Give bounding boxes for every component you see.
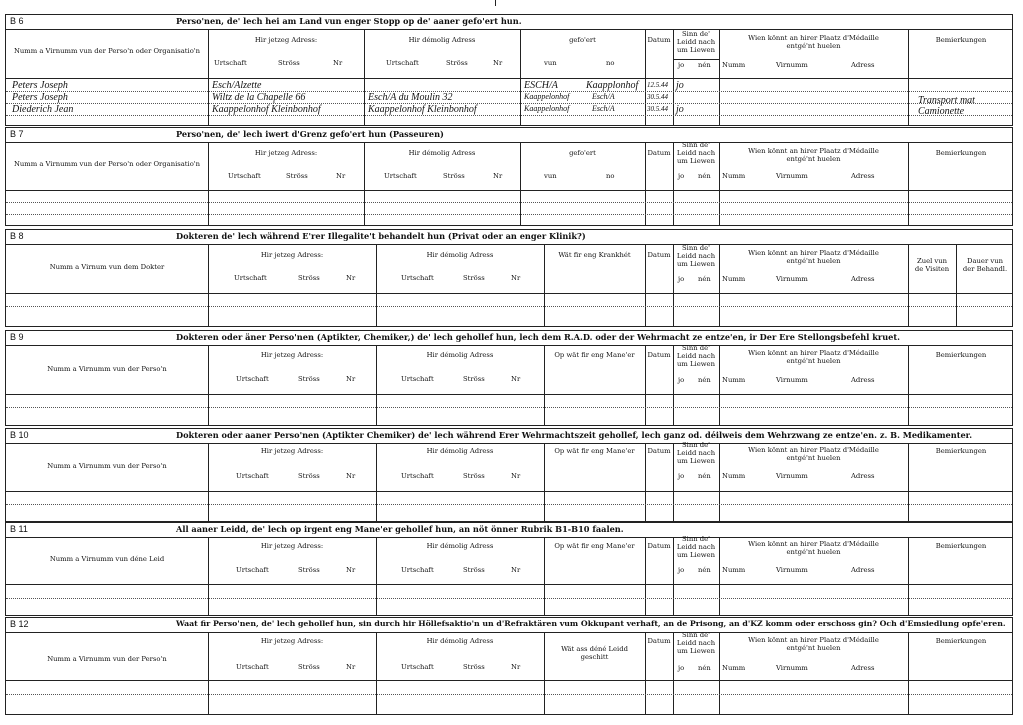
remarks-header: Bemierkungen	[935, 351, 987, 359]
locality-label: Urtschaft	[401, 375, 434, 383]
number-label: Nr	[493, 59, 503, 67]
section-header	[6, 618, 1012, 633]
yes-label: jo	[678, 61, 685, 69]
driven-header: gefo'ert	[569, 36, 596, 44]
locality-label: Urtschaft	[386, 59, 419, 67]
street-label: Ströss	[286, 172, 308, 180]
current-address-header: Hir jetzeg Adress:	[254, 36, 318, 44]
medal-header: Wien könnt an hirer Plaatz d'Médaille entgé'nt huelen	[748, 249, 879, 265]
former-address-header: Hir démolig Adress	[426, 542, 494, 550]
visits-header: Zuel vun de Visiten	[914, 257, 950, 273]
number-label: Nr	[346, 274, 356, 282]
medal-firstname-label: Virnumm	[776, 172, 808, 180]
locality-label: Urtschaft	[401, 566, 434, 574]
former-address-header: Hir démolig Adress	[426, 351, 494, 359]
medal-address-label: Adress	[851, 275, 875, 283]
yes-label: jo	[678, 172, 685, 180]
alive-header: Sinn de' Leidd nach um Liewen	[676, 244, 716, 268]
number-label: Nr	[493, 172, 503, 180]
medal-address-label: Adress	[851, 376, 875, 384]
alive-header: Sinn de' Leidd nach um Liewen	[676, 344, 716, 368]
handwritten-from: ESCH/A	[524, 80, 558, 91]
number-label: Nr	[333, 59, 343, 67]
section-b6	[5, 14, 1013, 126]
remarks-header: Bemierkungen	[935, 149, 987, 157]
medal-firstname-label: Virnumm	[776, 61, 808, 69]
street-label: Ströss	[298, 663, 320, 671]
section-header	[6, 128, 1012, 143]
number-label: Nr	[346, 375, 356, 383]
number-label: Nr	[511, 472, 521, 480]
driven-header: gefo'ert	[569, 149, 596, 157]
to-label: no	[606, 172, 615, 180]
section-title: Dokteren oder aaner Perso'nen (Aptikter Chemiker) de' lech während Erer Wehrmachtszeit gehollef, lech ganz od. déilweis dem Wehrzwang ze entze'en. z. B. Medikamenter.	[176, 430, 973, 440]
handwritten-name: Diederich Jean	[12, 104, 74, 115]
handwritten-date: 30.5.44	[647, 105, 668, 113]
number-label: Nr	[346, 663, 356, 671]
section-b10	[5, 428, 1013, 522]
handwritten-name: Peters Joseph	[12, 92, 68, 103]
handwritten-name: Peters Joseph	[12, 80, 68, 91]
yes-label: jo	[678, 376, 685, 384]
alive-header: Sinn de' Leidd nach um Liewen	[676, 30, 716, 54]
handwritten-former-address: Esch/A du Moulin 32	[368, 92, 453, 103]
alive-header: Sinn de' Leidd nach um Liewen	[676, 631, 716, 655]
section-title: Perso'nen, de' lech iwert d'Grenz gefo'ert hun (Passeuren)	[176, 129, 444, 139]
medal-address-label: Adress	[851, 61, 875, 69]
alive-header: Sinn de' Leidd nach um Liewen	[676, 535, 716, 559]
medal-header: Wien könnt an hirer Plaatz d'Médaille entgé'nt huelen	[748, 34, 879, 50]
street-label: Ströss	[463, 566, 485, 574]
section-code: B 12	[10, 619, 29, 629]
medal-name-label: Numm	[722, 61, 746, 69]
section-b11	[5, 522, 1013, 616]
street-label: Ströss	[446, 59, 468, 67]
section-header	[6, 15, 1012, 30]
section-header	[6, 429, 1012, 444]
from-label: vun	[544, 172, 557, 180]
current-address-header: Hir jetzeg Adress:	[260, 251, 324, 259]
section-title: Perso'nen, de' lech hei am Land vun enger Stopp op de' aaner gefo'ert hun.	[176, 16, 522, 26]
section-title: All aaner Leidd, de' lech op irgent eng Mane'er gehollef hun, an nöt önner Rubrik B1-B10 faalen.	[176, 524, 624, 534]
street-label: Ströss	[443, 172, 465, 180]
handwritten-address: Wiltz de la Chapelle 66	[212, 92, 306, 103]
remarks-header: Bemierkungen	[935, 637, 987, 645]
section-b8	[5, 229, 1013, 327]
locality-label: Urtschaft	[236, 375, 269, 383]
manner-header: Op wät fir eng Mane'er	[554, 542, 635, 550]
section-code: B 6	[10, 16, 24, 26]
no-label: nén	[698, 376, 711, 384]
yes-label: jo	[678, 664, 685, 672]
date-header: Datum	[647, 351, 671, 359]
street-label: Ströss	[298, 375, 320, 383]
handwritten-remark: Transport mat	[918, 95, 975, 106]
former-address-header: Hir démolig Adress	[426, 637, 494, 645]
medal-address-label: Adress	[851, 566, 875, 574]
medal-header: Wien könnt an hirer Plaatz d'Médaille entgé'nt huelen	[748, 349, 879, 365]
yes-label: jo	[678, 472, 685, 480]
people-name-header: Numm a Virnumm vun déne Leid	[49, 555, 165, 563]
date-header: Datum	[647, 251, 671, 259]
street-label: Ströss	[298, 566, 320, 574]
number-label: Nr	[511, 274, 521, 282]
medal-firstname-label: Virnumm	[776, 566, 808, 574]
section-b7	[5, 127, 1013, 226]
to-label: no	[606, 59, 615, 67]
no-label: nén	[698, 275, 711, 283]
remarks-header: Bemierkungen	[935, 36, 987, 44]
duration-header: Dauer vun der Behandl.	[962, 257, 1008, 273]
current-address-header: Hir jetzeg Adress:	[254, 149, 318, 157]
medal-name-label: Numm	[722, 275, 746, 283]
date-header: Datum	[647, 149, 671, 157]
yes-label: jo	[678, 275, 685, 283]
street-label: Ströss	[278, 59, 300, 67]
locality-label: Urtschaft	[236, 663, 269, 671]
person-name-header: Numm a Virnumm vun der Perso'n	[47, 365, 167, 373]
doctor-name-header: Numm a Virnum vun dem Dokter	[49, 263, 165, 271]
no-label: nén	[698, 61, 711, 69]
section-code: B 9	[10, 332, 24, 342]
handwritten-to: Esch/A	[592, 104, 615, 113]
alive-header: Sinn de' Leidd nach um Liewen	[676, 441, 716, 465]
section-code: B 11	[10, 524, 28, 534]
locality-label: Urtschaft	[236, 566, 269, 574]
locality-label: Urtschaft	[401, 472, 434, 480]
from-label: vun	[544, 59, 557, 67]
section-header	[6, 331, 1012, 346]
handwritten-to: Kaapplonhof	[586, 80, 639, 91]
locality-label: Urtschaft	[214, 59, 247, 67]
number-label: Nr	[346, 566, 356, 574]
number-label: Nr	[511, 566, 521, 574]
section-b9	[5, 330, 1013, 426]
medal-header: Wien könnt an hirer Plaatz d'Médaille entgé'nt huelen	[748, 147, 879, 163]
locality-label: Urtschaft	[228, 172, 261, 180]
what-happened-header: Wät ass déné Leidd geschitt	[561, 645, 628, 661]
remarks-header: Bemierkungen	[935, 447, 987, 455]
medal-name-label: Numm	[722, 566, 746, 574]
medal-header: Wien könnt an hirer Plaatz d'Médaille entgé'nt huelen	[748, 636, 879, 652]
medal-name-label: Numm	[722, 376, 746, 384]
street-label: Ströss	[463, 663, 485, 671]
section-title: Dokteren de' lech während E'rer Illegalite't behandelt hun (Privat oder an enger Klinik?)	[176, 231, 586, 241]
current-address-header: Hir jetzeg Adress:	[260, 351, 324, 359]
illness-header: Wät fir eng Krankhét	[558, 251, 631, 259]
street-label: Ströss	[298, 472, 320, 480]
medal-firstname-label: Virnumm	[776, 376, 808, 384]
former-address-header: Hir démolig Adress	[426, 251, 494, 259]
top-tick-mark	[495, 0, 496, 6]
medal-name-label: Numm	[722, 664, 746, 672]
number-label: Nr	[336, 172, 346, 180]
handwritten-address: Esch/Alzette	[212, 80, 262, 91]
medal-firstname-label: Virnumm	[776, 664, 808, 672]
handwritten-date: 30.5.44	[647, 93, 668, 101]
number-label: Nr	[346, 472, 356, 480]
no-label: nén	[698, 172, 711, 180]
section-code: B 7	[10, 129, 24, 139]
handwritten-to: Esch/A	[592, 92, 615, 101]
medal-name-label: Numm	[722, 172, 746, 180]
current-address-header: Hir jetzeg Adress:	[260, 447, 324, 455]
medal-address-label: Adress	[851, 172, 875, 180]
locality-label: Urtschaft	[384, 172, 417, 180]
name-org-header: Numm a Virnumm vun der Perso'n oder Organisatio'n	[13, 47, 201, 55]
no-label: nén	[698, 472, 711, 480]
former-address-header: Hir démolig Adress	[408, 149, 476, 157]
date-header: Datum	[647, 447, 671, 455]
number-label: Nr	[511, 663, 521, 671]
no-label: nén	[698, 664, 711, 672]
person-name-header: Numm a Virnumm vun der Perso'n	[47, 655, 167, 663]
number-label: Nr	[511, 375, 521, 383]
handwritten-remark: Camionette	[918, 106, 965, 117]
manner-header: Op wät fir eng Mane'er	[554, 447, 635, 455]
handwritten-from: Kaappelonhof	[524, 92, 570, 101]
medal-address-label: Adress	[851, 664, 875, 672]
section-b12	[5, 617, 1013, 715]
medal-header: Wien könnt an hirer Plaatz d'Médaille entgé'nt huelen	[748, 446, 879, 462]
locality-label: Urtschaft	[236, 472, 269, 480]
date-header: Datum	[647, 637, 671, 645]
current-address-header: Hir jetzeg Adress:	[260, 542, 324, 550]
street-label: Ströss	[463, 375, 485, 383]
locality-label: Urtschaft	[234, 274, 267, 282]
former-address-header: Hir démolig Adress	[408, 36, 476, 44]
medal-header: Wien könnt an hirer Plaatz d'Médaille entgé'nt huelen	[748, 540, 879, 556]
handwritten-former-address: Kaappelonhof Kleinbonhof	[368, 104, 477, 115]
locality-label: Urtschaft	[401, 274, 434, 282]
handwritten-alive: jo	[676, 80, 684, 91]
section-title: Waat fir Perso'nen, de' lech gehollef hun, sin durch hir Höllefsaktio'n un d'Refraktären vum Okkupant verhaft, an de Prisong, an d'KZ komm oder erschoss gin? Och d'Emsiedlung opfe'eren.	[176, 619, 1006, 628]
name-org-header: Numm a Virnumm vun der Perso'n oder Organisatio'n	[13, 160, 201, 168]
section-header	[6, 523, 1012, 538]
handwritten-date: 12.5.44	[647, 81, 668, 89]
manner-header: Op wät fir eng Mane'er	[554, 351, 635, 359]
section-code: B 8	[10, 231, 24, 241]
handwritten-from: Kaappelonhof	[524, 104, 570, 113]
former-address-header: Hir démolig Adress	[426, 447, 494, 455]
medal-firstname-label: Virnumm	[776, 472, 808, 480]
no-label: nén	[698, 566, 711, 574]
handwritten-alive: jo	[676, 104, 684, 115]
medal-firstname-label: Virnumm	[776, 275, 808, 283]
yes-label: jo	[678, 566, 685, 574]
locality-label: Urtschaft	[401, 663, 434, 671]
section-title: Dokteren oder äner Perso'nen (Aptikter, Chemiker,) de' lech gehollef hun, lech dem R.A.D. oder der Wehrmacht ze entze'en, ir Der Ere Stellongsbefehl kruet.	[176, 332, 900, 342]
person-name-header: Numm a Virnumm vun der Perso'n	[47, 462, 167, 470]
section-code: B 10	[10, 430, 29, 440]
remarks-header: Bemierkungen	[935, 542, 987, 550]
handwritten-address: Kaappelonhof Kleinbonhof	[212, 104, 321, 115]
current-address-header: Hir jetzeg Adress:	[260, 637, 324, 645]
medal-name-label: Numm	[722, 472, 746, 480]
street-label: Ströss	[298, 274, 320, 282]
section-header	[6, 230, 1012, 245]
alive-header: Sinn de' Leidd nach um Liewen	[676, 141, 716, 165]
street-label: Ströss	[463, 472, 485, 480]
date-header: Datum	[647, 36, 671, 44]
street-label: Ströss	[463, 274, 485, 282]
date-header: Datum	[647, 542, 671, 550]
medal-address-label: Adress	[851, 472, 875, 480]
